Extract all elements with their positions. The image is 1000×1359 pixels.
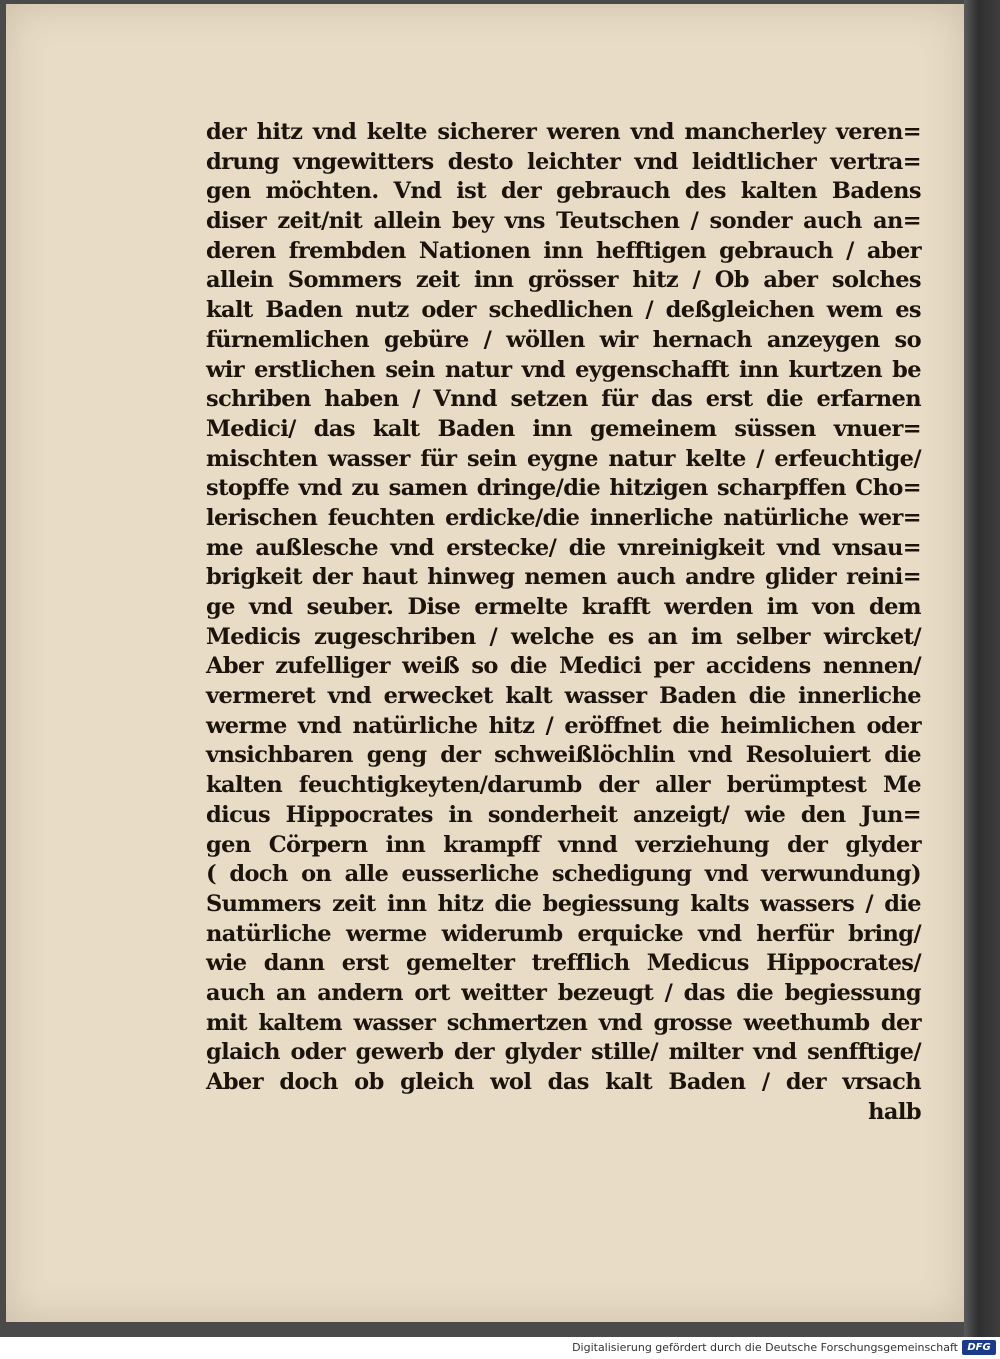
- text-line: kalten feuchtigkeyten/darumb der aller berümptest Me: [206, 772, 921, 799]
- text-line: wir erstlichen sein natur vnd eygenschafft inn kurtzen be: [206, 356, 921, 383]
- text-line: auch an andern ort weitter bezeugt / das die begiessung: [206, 979, 921, 1006]
- dfg-logo: DFG: [962, 1340, 996, 1355]
- text-line: vnsichbaren geng der schweißlöchlin vnd Resoluiert die: [206, 742, 921, 769]
- text-line: der hitz vnd kelte sicherer weren vnd mancherley veren=: [206, 119, 921, 145]
- text-line: allein Sommers zeit inn grösser hitz / Ob aber solches: [206, 267, 921, 294]
- text-line: lerischen feuchten erdicke/die innerliche natürliche wer=: [206, 504, 921, 531]
- text-line: gen möchten. Vnd ist der gebrauch des kalten Badens: [206, 178, 921, 205]
- footer-bar: [0, 1337, 1000, 1359]
- text-line: brigkeit der haut hinweg nemen auch andre glider reini=: [206, 564, 921, 591]
- text-line: kalt Baden nutz oder schedlichen / deßgleichen wem es: [206, 297, 921, 324]
- text-line: me außlesche vnd erstecke/ die vnreinigkeit vnd vnsau=: [206, 534, 921, 561]
- text-line: mit kaltem wasser schmertzen vnd grosse weethumb der: [206, 1009, 921, 1036]
- text-line: ( doch on alle eusserliche schedigung vnd verwundung): [206, 861, 921, 888]
- text-line: Aber doch ob gleich wol das kalt Baden / der vrsach: [206, 1069, 921, 1095]
- text-line: deren frembden Nationen inn hefftigen gebrauch / aber: [206, 237, 921, 264]
- page-text-block: [206, 118, 921, 1127]
- text-line: Medicis zugeschriben / welche es an im selber wircket/: [206, 623, 921, 650]
- text-line: gen Cörpern inn krampff vnnd verziehung der glyder: [206, 831, 921, 858]
- text-line: diser zeit/nit allein bey vns Teutschen / sonder auch an=: [206, 208, 921, 235]
- text-line: Summers zeit inn hitz die begiessung kalts wassers / die: [206, 890, 921, 917]
- book-edge: [964, 0, 1000, 1337]
- text-line: werme vnd natürliche hitz / eröffnet die heimlichen oder: [206, 712, 921, 739]
- text-line: wie dann erst gemelter trefflich Medicus Hippocrates/: [206, 950, 921, 977]
- text-line: Aber zufelliger weiß so die Medici per accidens nennen/: [206, 653, 921, 680]
- text-line: schriben haben / Vnnd setzen für das erst die erfarnen: [206, 386, 921, 413]
- text-line: vermeret vnd erwecket kalt wasser Baden die innerliche: [206, 683, 921, 710]
- text-line: natürliche werme widerumb erquicke vnd herfür bring/: [206, 920, 921, 947]
- text-line: fürnemlichen gebüre / wöllen wir hernach anzeygen so: [206, 326, 921, 353]
- funding-note: Digitalisierung gefördert durch die Deutsche Forschungsgemeinschaft: [572, 1341, 958, 1354]
- text-line: stopffe vnd zu samen dringe/die hitzigen scharpffen Cho=: [206, 475, 921, 502]
- text-line: Medici/ das kalt Baden inn gemeinem süssen vnuer=: [206, 415, 921, 442]
- book-page: [6, 4, 964, 1322]
- text-line: glaich oder gewerb der glyder stille/ milter vnd senfftige/: [206, 1039, 921, 1066]
- text-line: dicus Hippocrates in sonderheit anzeigt/ wie den Jun=: [206, 801, 921, 828]
- catchword: halb: [868, 1098, 921, 1125]
- text-line: mischten wasser für sein eygne natur kelte / erfeuchtige/: [206, 445, 921, 472]
- text-line: ge vnd seuber. Dise ermelte krafft werden im von dem: [206, 594, 921, 620]
- text-line: drung vngewitters desto leichter vnd leidtlicher vertra=: [206, 148, 921, 175]
